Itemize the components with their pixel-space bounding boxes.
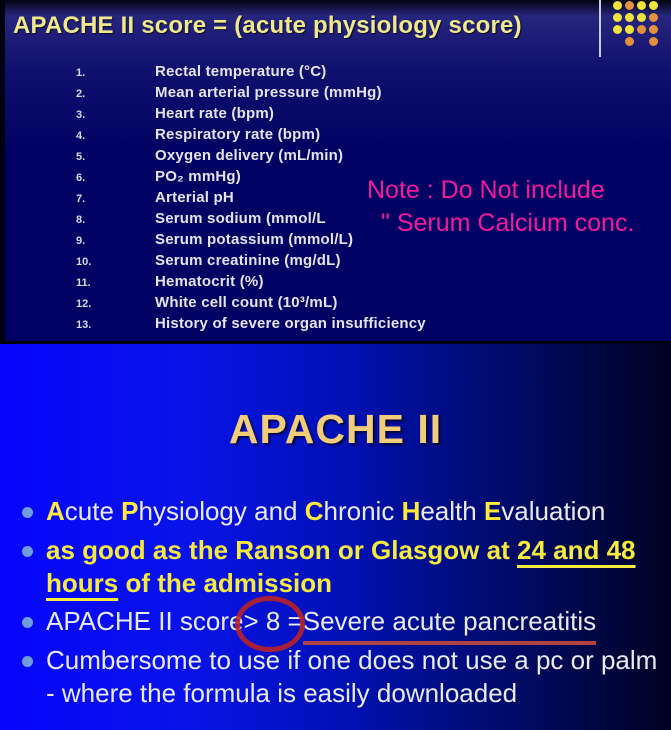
text-segment: valuation — [501, 496, 606, 526]
item-label: Hematocrit (%) — [155, 273, 264, 290]
list-item — [76, 105, 596, 126]
underlined-timeframe: 24 and 48 hours — [46, 534, 636, 598]
item-label: Rectal temperature (°C) — [155, 63, 327, 80]
bullet-list — [22, 495, 663, 716]
item-number: 3. — [76, 109, 86, 121]
bullet-text — [46, 644, 663, 710]
bullet-text — [46, 605, 663, 638]
bullet-dot-icon — [22, 546, 33, 557]
bullet-item — [22, 644, 663, 710]
decor-dot — [649, 37, 658, 46]
bullet-text — [46, 534, 663, 600]
bullet-item — [22, 495, 663, 528]
item-label: Oxygen delivery (mL/min) — [155, 147, 344, 164]
text-segment: as good as the Ranson or Glasgow at — [46, 534, 517, 565]
list-item — [76, 315, 596, 336]
item-number: 11. — [76, 277, 91, 289]
decor-dot — [613, 1, 622, 10]
decor-dot — [625, 25, 634, 34]
item-label: Serum potassium (mmol/L) — [155, 231, 354, 248]
decor-dot — [649, 25, 658, 34]
text-segment: P — [121, 496, 139, 526]
decor-dot — [625, 37, 634, 46]
item-number: 12. — [76, 298, 92, 310]
circled-threshold: > 8 = — [243, 606, 303, 637]
text-segment: hysiology and — [138, 496, 305, 526]
text-segment: H — [401, 496, 421, 526]
list-item — [76, 84, 596, 105]
item-number: 5. — [76, 151, 86, 163]
item-label: Respiratory rate (bpm) — [155, 126, 321, 143]
decor-dot — [637, 13, 646, 22]
list-item — [76, 63, 596, 84]
bullet-dot-icon — [22, 617, 33, 628]
bullet-dot-icon — [22, 507, 33, 518]
list-item — [76, 126, 596, 147]
bullet-text — [46, 495, 663, 528]
exclusion-note — [367, 174, 634, 240]
list-item — [76, 147, 596, 168]
decor-dot — [613, 25, 622, 34]
item-number: 10. — [76, 256, 92, 268]
text-segment: E — [483, 496, 502, 526]
bullet-dot-icon — [22, 656, 33, 667]
text-segment: ealth — [420, 496, 484, 526]
item-label: Heart rate (bpm) — [155, 105, 275, 122]
item-label: History of severe organ insufficiency — [155, 315, 426, 332]
slide-acute-physiology-score — [0, 0, 671, 341]
item-number: 2. — [76, 88, 86, 100]
decor-dot — [625, 13, 634, 22]
list-item — [76, 294, 596, 315]
item-number: 4. — [76, 130, 86, 142]
decor-dot — [637, 1, 646, 10]
list-item — [76, 273, 596, 294]
decor-dot — [649, 1, 658, 10]
item-number: 9. — [76, 235, 86, 247]
decor-dot — [649, 13, 658, 22]
text-segment: APACHE II score — [46, 606, 244, 637]
note-line-1: Note : Do Not include — [367, 176, 605, 204]
item-label: Mean arterial pressure (mmHg) — [155, 84, 382, 101]
text-segment: A — [46, 496, 65, 526]
item-number: 13. — [76, 319, 92, 331]
text-segment: cute — [64, 496, 122, 526]
list-item — [76, 252, 596, 273]
decorative-divider-line — [599, 0, 601, 57]
note-line-2: " Serum Calcium conc. — [381, 209, 635, 237]
item-number: 1. — [76, 67, 86, 79]
decor-dot — [637, 25, 646, 34]
bullet-item — [22, 605, 663, 638]
item-number: 8. — [76, 214, 86, 226]
item-label: Serum creatinine (mg/dL) — [155, 252, 341, 269]
decorative-dot-grid — [613, 1, 658, 49]
item-label: White cell count (10³/mL) — [155, 294, 338, 311]
item-label: Serum sodium (mmol/L — [155, 210, 326, 227]
slide2-title: APACHE II — [228, 406, 443, 452]
item-label: Arterial pH — [155, 189, 234, 206]
decor-dot — [625, 1, 634, 10]
text-segment: Cumbersome to use if one does not use a pc or palm - where the formula is easily downloaded — [46, 645, 658, 708]
decor-dot — [613, 13, 622, 22]
text-segment: C — [304, 496, 324, 526]
item-number: 7. — [76, 193, 86, 205]
item-label: PO₂ mmHg) — [155, 168, 241, 185]
bullet-item — [22, 534, 663, 600]
slide-apache-ii-overview — [0, 344, 671, 730]
item-number: 6. — [76, 172, 86, 184]
underlined-diagnosis: Severe acute pancreatitis — [303, 606, 596, 645]
text-segment: of the admission — [118, 567, 333, 598]
slide1-title: APACHE II score = (acute physiology score) — [13, 12, 522, 39]
text-segment: hronic — [323, 496, 402, 526]
